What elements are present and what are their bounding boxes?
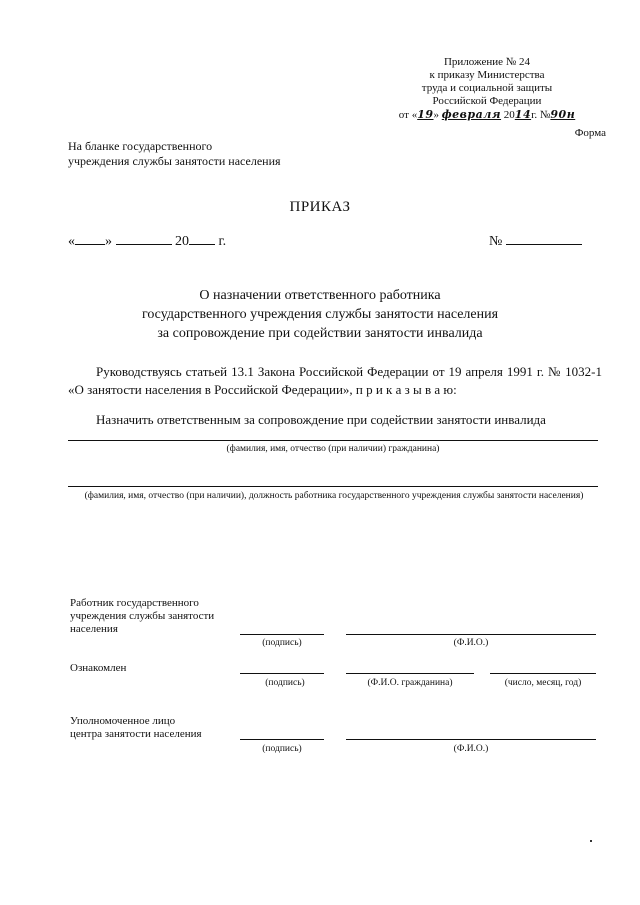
acquainted-fio-caption: (Ф.И.О. гражданина) [367, 678, 453, 688]
order-date-month-blank[interactable] [116, 233, 172, 245]
authorized-label-line-2: центра занятости населения [70, 728, 202, 740]
subject-line-3: за сопровождение при содействии занятости инвалида [157, 326, 483, 341]
form-label: Форма [574, 127, 606, 139]
acquainted-signature-caption: (подпись) [265, 678, 305, 688]
worker-label-line-1: Работник государственного [70, 597, 199, 609]
worker-label-line-2: учреждения службы занятости [70, 610, 215, 622]
worker-fio-sign-line[interactable] [346, 634, 596, 635]
appendix-line-3: труда и социальной защиты [421, 82, 553, 94]
worker-fio-caption: (фамилия, имя, отчество (при наличии), должность работника государственного учреждения службы занятости населения) [84, 491, 584, 501]
appendix-date-day: 19 [417, 108, 434, 121]
authorized-signature-label [70, 715, 202, 741]
order-date-day-blank[interactable] [75, 233, 105, 245]
authorized-signature-caption: (подпись) [262, 744, 302, 754]
appendix-date-month: февраля [441, 108, 502, 121]
appendix-date-year: 14 [514, 108, 532, 121]
acquainted-fio-line[interactable] [346, 673, 474, 674]
order-date-year-prefix: 20 [175, 234, 189, 249]
acquainted-label: Ознакомлен [70, 662, 127, 674]
worker-label-line-3: населения [70, 623, 118, 635]
appendix-date-number: 90н [550, 108, 576, 121]
acquainted-date-line[interactable] [490, 673, 596, 674]
order-date-open-quote: « [68, 234, 75, 249]
order-number-blank[interactable] [506, 233, 582, 245]
appendix-date-year-prefix: 20 [503, 109, 515, 121]
worker-signature-caption: (подпись) [262, 638, 302, 648]
authorized-fio-line[interactable] [346, 739, 596, 740]
appendix-date-prefix: от « [398, 109, 418, 121]
order-number [489, 233, 582, 250]
order-date-year-suffix: г. [218, 234, 227, 249]
subject-line-2: государственного учреждения службы занятости населения [141, 307, 499, 322]
authorized-label-line-1: Уполномоченное лицо [70, 715, 176, 727]
acquainted-signature-line[interactable] [240, 673, 324, 674]
citizen-fio-line[interactable] [68, 440, 598, 441]
authorized-signature-line[interactable] [240, 739, 324, 740]
citizen-fio-caption: (фамилия, имя, отчество (при наличии) гражданина) [226, 444, 440, 454]
document-title: ПРИКАЗ [289, 199, 351, 215]
acquainted-date-caption: (число, месяц, год) [504, 678, 582, 688]
letterhead-note-line-1: На бланке государственного [68, 139, 213, 153]
worker-fio-line[interactable] [68, 486, 598, 487]
letterhead-note [68, 139, 281, 169]
order-date [68, 233, 226, 250]
appendix-block [362, 56, 612, 122]
worker-signature-line[interactable] [240, 634, 324, 635]
order-subject [0, 286, 640, 343]
appendix-date-line [362, 108, 612, 122]
order-date-close-quote: » [105, 234, 112, 249]
body-paragraph-2: Назначить ответственным за сопровождение при содействии занятости инвалида [96, 412, 546, 427]
appendix-date-num-prefix: г. № [531, 109, 551, 121]
appendix-line-4: Российской Федерации [432, 95, 542, 107]
body-paragraph-1: Руководствуясь статьей 13.1 Закона Российской Федерации от 19 апреля 1991 г. № 1032-1 «О занятости населения в Российской Федерации», п р и к а з ы в а ю: [68, 364, 602, 397]
worker-fio-sign-caption: (Ф.И.О.) [453, 638, 489, 648]
worker-signature-label [70, 597, 214, 636]
appendix-line-1: Приложение № 24 [443, 56, 531, 68]
order-date-year-blank[interactable] [189, 233, 215, 245]
subject-line-1: О назначении ответственного работника [199, 288, 441, 303]
appendix-line-2: к приказу Министерства [429, 69, 545, 81]
appendix-date-mid: » [433, 109, 440, 121]
authorized-fio-caption: (Ф.И.О.) [453, 744, 489, 754]
scan-speck [590, 840, 592, 842]
letterhead-note-line-2: учреждения службы занятости населения [68, 154, 281, 168]
order-number-label: № [489, 234, 503, 249]
